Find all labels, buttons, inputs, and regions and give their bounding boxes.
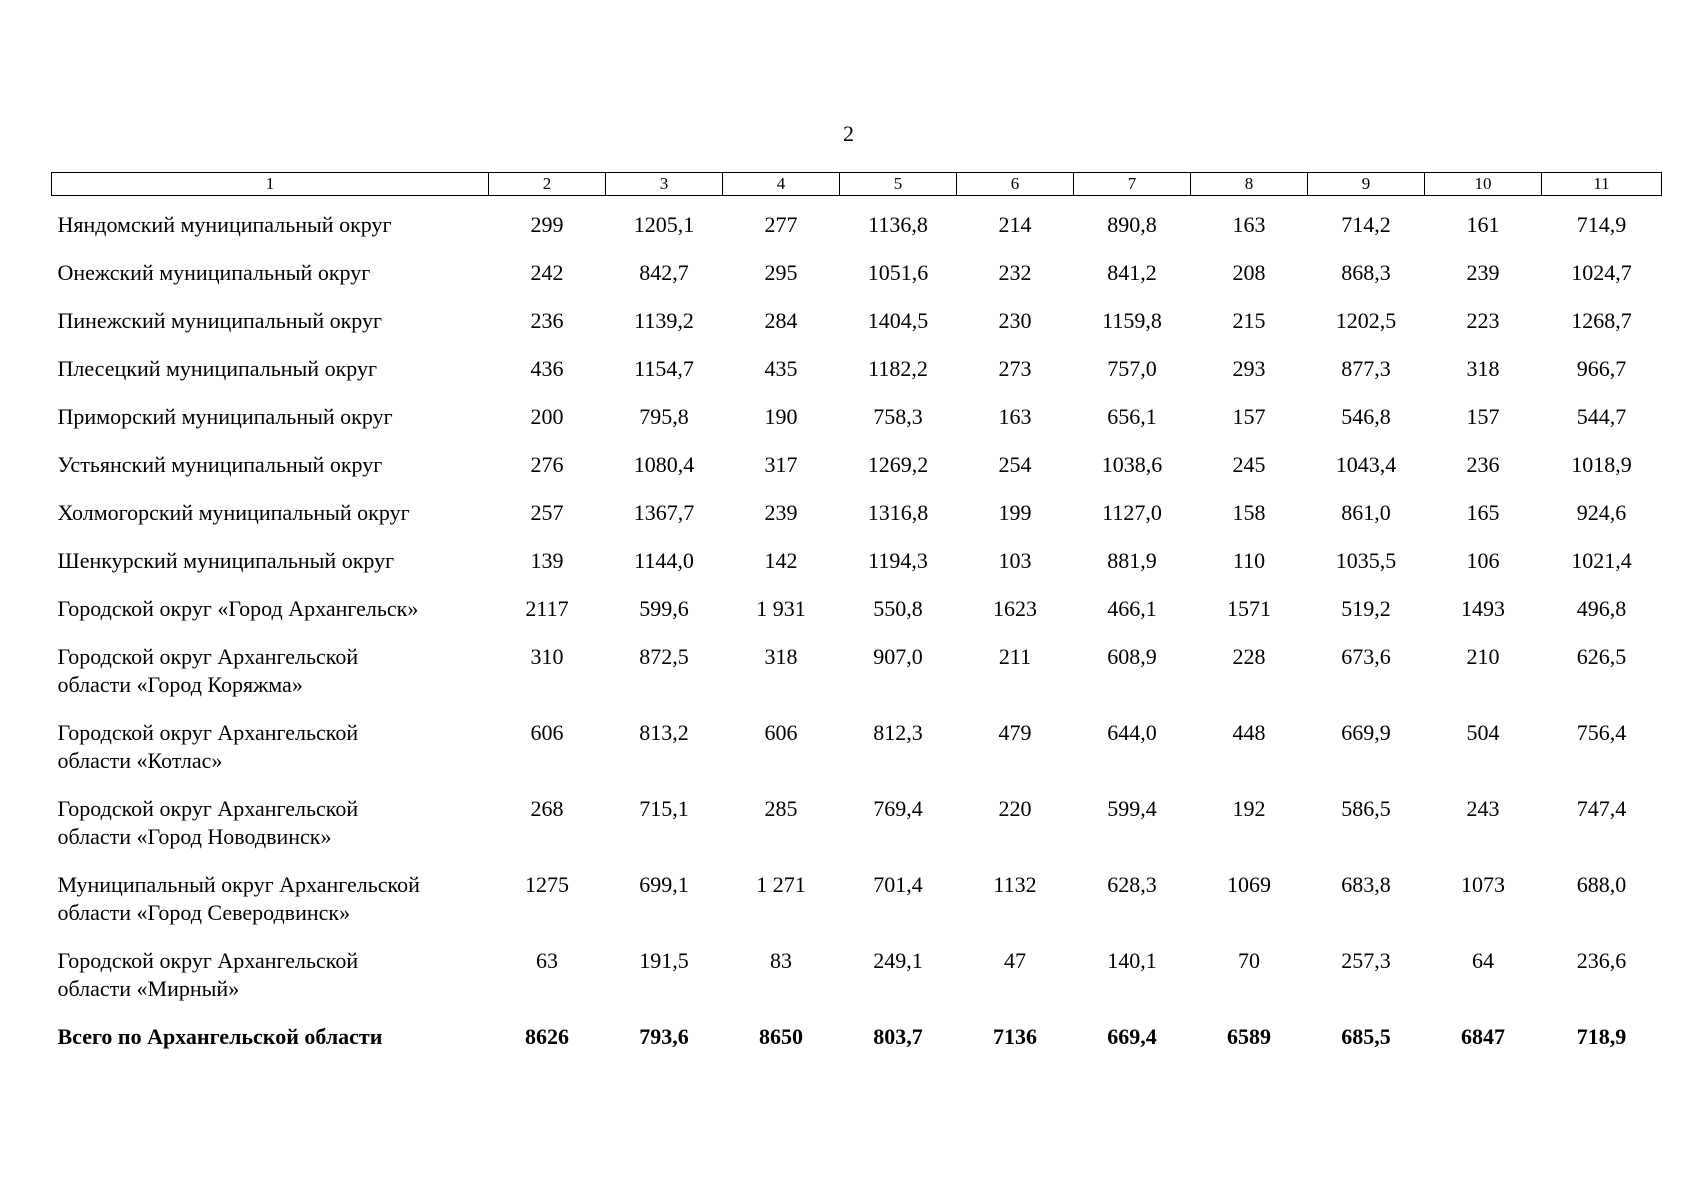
value-cell: 644,0: [1107, 720, 1157, 745]
value-cell: 239: [764, 500, 798, 525]
district-name-cell: Плесецкий муниципальный округ: [57, 356, 377, 381]
district-name-cell: [52, 795, 489, 871]
value-cell: 295: [764, 260, 798, 285]
value-cell: 142: [764, 548, 798, 573]
value-cell: 243: [1466, 796, 1500, 821]
value-cell: 715,1: [639, 796, 689, 821]
value-cell: 756,4: [1576, 720, 1627, 745]
value-cell: 966,7: [1576, 356, 1627, 381]
value-cell: 310: [530, 644, 564, 669]
value-cell: 1043,4: [1335, 452, 1397, 477]
value-cell: 257,3: [1341, 948, 1391, 973]
value-cell: 284: [764, 308, 798, 333]
district-name-line: Городской округ Архангельской: [57, 644, 359, 669]
value-cell: 1316,8: [867, 500, 929, 525]
table-row: [52, 451, 1662, 499]
value-cell: 299: [530, 212, 564, 237]
value-cell: 276: [530, 452, 564, 477]
value-cell: 868,3: [1341, 260, 1391, 285]
value-cell: 249,1: [873, 948, 923, 973]
district-name-cell: [52, 643, 489, 719]
value-cell: 277: [764, 212, 798, 237]
district-name-cell: Онежский муниципальный округ: [57, 260, 371, 285]
value-cell: 1021,4: [1571, 548, 1632, 573]
district-name-cell: Городской округ «Город Архангельск»: [57, 596, 419, 621]
column-number-header: 8: [1191, 173, 1308, 196]
value-cell: 1205,1: [633, 212, 695, 237]
value-cell: 861,0: [1341, 500, 1391, 525]
district-name-cell: Няндомский муниципальный округ: [57, 212, 392, 237]
district-name-line: области «Город Новодвинск»: [57, 824, 332, 849]
value-cell: 199: [998, 500, 1032, 525]
value-cell: 599,6: [639, 596, 689, 621]
value-cell: 1404,5: [867, 308, 929, 333]
value-cell: 1275: [525, 872, 569, 897]
column-number-header: 5: [840, 173, 957, 196]
value-cell: 1 931: [756, 596, 806, 621]
district-name-cell: Устьянский муниципальный округ: [57, 452, 383, 477]
district-name-cell: Пинежский муниципальный округ: [57, 308, 383, 333]
value-cell: 669,9: [1341, 720, 1391, 745]
column-number-header: 9: [1308, 173, 1425, 196]
value-cell: 254: [998, 452, 1032, 477]
value-cell: 757,0: [1107, 356, 1157, 381]
value-cell: 190: [764, 404, 798, 429]
total-label-cell: Всего по Архангельской области: [57, 1024, 383, 1049]
value-cell: 448: [1232, 720, 1266, 745]
value-cell: 192: [1232, 796, 1266, 821]
column-number-header-row: [52, 173, 1662, 196]
value-cell: 608,9: [1107, 644, 1157, 669]
value-cell: 479: [998, 720, 1032, 745]
value-cell: 236,6: [1576, 948, 1627, 973]
value-cell: 924,6: [1576, 500, 1627, 525]
district-name-cell: [52, 719, 489, 795]
value-cell: 1269,2: [867, 452, 929, 477]
value-cell: 714,2: [1341, 212, 1391, 237]
district-name-line: Муниципальный округ Архангельской: [57, 872, 420, 897]
value-cell: 228: [1232, 644, 1266, 669]
value-cell: 626,5: [1576, 644, 1627, 669]
value-cell: 83: [770, 948, 792, 973]
value-cell: 599,4: [1107, 796, 1157, 821]
value-cell: 683,8: [1341, 872, 1391, 897]
value-cell: 163: [1232, 212, 1266, 237]
table-row: [52, 947, 1662, 1023]
value-cell: 70: [1238, 948, 1260, 973]
value-cell: 1159,8: [1102, 308, 1162, 333]
value-cell: 701,4: [873, 872, 923, 897]
table-row: [52, 499, 1662, 547]
value-cell: 1136,8: [868, 212, 928, 237]
value-cell: 872,5: [639, 644, 689, 669]
value-cell: 812,3: [873, 720, 923, 745]
value-cell: 317: [764, 452, 798, 477]
value-cell: 1038,6: [1101, 452, 1163, 477]
value-cell: 1367,7: [633, 500, 695, 525]
value-cell: 436: [530, 356, 564, 381]
district-name-line: Городской округ Архангельской: [57, 796, 359, 821]
table-row: [52, 355, 1662, 403]
value-cell: 907,0: [873, 644, 923, 669]
value-cell: 103: [998, 548, 1032, 573]
table-row: [52, 403, 1662, 451]
value-cell: 1571: [1227, 596, 1271, 621]
value-cell: 890,8: [1107, 212, 1157, 237]
value-cell: 230: [998, 308, 1032, 333]
value-cell: 673,6: [1341, 644, 1391, 669]
total-value-cell: 6847: [1461, 1024, 1505, 1049]
value-cell: 813,2: [639, 720, 689, 745]
value-cell: 550,8: [873, 596, 923, 621]
district-name-cell: Холмогорский муниципальный округ: [57, 500, 410, 525]
value-cell: 318: [1466, 356, 1500, 381]
column-number-header: 4: [723, 173, 840, 196]
value-cell: 318: [764, 644, 798, 669]
value-cell: 1073: [1461, 872, 1505, 897]
value-cell: 496,8: [1576, 596, 1627, 621]
value-cell: 139: [530, 548, 564, 573]
total-value-cell: 7136: [993, 1024, 1037, 1049]
value-cell: 220: [998, 796, 1032, 821]
table-row: [52, 196, 1662, 260]
column-number-header: 1: [52, 173, 489, 196]
table-row: [52, 307, 1662, 355]
value-cell: 1182,2: [868, 356, 928, 381]
value-cell: 1139,2: [634, 308, 694, 333]
value-cell: 64: [1472, 948, 1494, 973]
column-number-header: 7: [1074, 173, 1191, 196]
column-number-header: 3: [606, 173, 723, 196]
value-cell: 158: [1232, 500, 1266, 525]
value-cell: 758,3: [873, 404, 923, 429]
value-cell: 1080,4: [633, 452, 695, 477]
value-cell: 606: [530, 720, 564, 745]
table-row: [52, 719, 1662, 795]
value-cell: 688,0: [1576, 872, 1627, 897]
value-cell: 157: [1232, 404, 1266, 429]
total-row: [52, 1023, 1662, 1071]
total-value-cell: 8650: [759, 1024, 803, 1049]
value-cell: 268: [530, 796, 564, 821]
value-cell: 232: [998, 260, 1032, 285]
value-cell: 161: [1466, 212, 1500, 237]
total-value-cell: 685,5: [1341, 1024, 1391, 1049]
value-cell: 546,8: [1341, 404, 1391, 429]
table-row: [52, 795, 1662, 871]
total-value-cell: 6589: [1227, 1024, 1271, 1049]
district-name-line: области «Мирный»: [57, 976, 240, 1001]
value-cell: 877,3: [1341, 356, 1391, 381]
value-cell: 769,4: [873, 796, 923, 821]
district-name-line: области «Город Коряжма»: [57, 672, 303, 697]
value-cell: 245: [1232, 452, 1266, 477]
total-value-cell: 718,9: [1576, 1024, 1627, 1049]
value-cell: 656,1: [1107, 404, 1157, 429]
value-cell: 1069: [1227, 872, 1271, 897]
column-number-header: 11: [1542, 173, 1662, 196]
district-name-line: области «Город Северодвинск»: [57, 900, 351, 925]
district-name-cell: [52, 871, 489, 947]
value-cell: 1127,0: [1102, 500, 1162, 525]
value-cell: 257: [530, 500, 564, 525]
value-cell: 1493: [1461, 596, 1505, 621]
value-cell: 1144,0: [634, 548, 694, 573]
value-cell: 1018,9: [1571, 452, 1632, 477]
value-cell: 1202,5: [1335, 308, 1397, 333]
value-cell: 110: [1232, 548, 1266, 573]
value-cell: 157: [1466, 404, 1500, 429]
value-cell: 1035,5: [1335, 548, 1397, 573]
value-cell: 1194,3: [868, 548, 928, 573]
value-cell: 223: [1466, 308, 1500, 333]
total-value-cell: 793,6: [639, 1024, 689, 1049]
value-cell: 544,7: [1576, 404, 1627, 429]
value-cell: 1154,7: [634, 356, 694, 381]
value-cell: 163: [998, 404, 1032, 429]
table-row: [52, 643, 1662, 719]
value-cell: 881,9: [1107, 548, 1157, 573]
district-name-line: Городской округ Архангельской: [57, 720, 359, 745]
value-cell: 285: [764, 796, 798, 821]
value-cell: 466,1: [1107, 596, 1157, 621]
value-cell: 165: [1466, 500, 1500, 525]
value-cell: 191,5: [639, 948, 689, 973]
value-cell: 1623: [993, 596, 1037, 621]
value-cell: 1024,7: [1571, 260, 1632, 285]
value-cell: 842,7: [639, 260, 689, 285]
total-value-cell: 8626: [525, 1024, 569, 1049]
value-cell: 606: [764, 720, 798, 745]
value-cell: 214: [998, 212, 1032, 237]
page-number: 2: [843, 121, 854, 146]
column-number-header: 10: [1425, 173, 1542, 196]
value-cell: 519,2: [1341, 596, 1391, 621]
value-cell: 1132: [993, 872, 1037, 897]
value-cell: 215: [1232, 308, 1266, 333]
value-cell: 1268,7: [1571, 308, 1632, 333]
value-cell: 236: [530, 308, 564, 333]
value-cell: 714,9: [1576, 212, 1627, 237]
value-cell: 504: [1466, 720, 1500, 745]
table-row: [52, 259, 1662, 307]
value-cell: 435: [764, 356, 798, 381]
value-cell: 208: [1232, 260, 1266, 285]
district-name-line: Городской округ Архангельской: [57, 948, 359, 973]
district-name-cell: [52, 947, 489, 1023]
value-cell: 1 271: [756, 872, 806, 897]
value-cell: 236: [1466, 452, 1500, 477]
value-cell: 586,5: [1341, 796, 1391, 821]
value-cell: 1051,6: [867, 260, 929, 285]
value-cell: 106: [1466, 548, 1500, 573]
value-cell: 211: [998, 644, 1032, 669]
value-cell: 2117: [525, 596, 569, 621]
table-row: [52, 547, 1662, 595]
district-name-cell: Приморский муниципальный округ: [57, 404, 393, 429]
value-cell: 47: [1004, 948, 1026, 973]
value-cell: 273: [998, 356, 1032, 381]
value-cell: 293: [1232, 356, 1266, 381]
value-cell: 747,4: [1576, 796, 1627, 821]
value-cell: 795,8: [639, 404, 689, 429]
value-cell: 210: [1466, 644, 1500, 669]
value-cell: 63: [536, 948, 558, 973]
district-name-line: области «Котлас»: [57, 748, 223, 773]
table-row: [52, 595, 1662, 643]
value-cell: 841,2: [1107, 260, 1157, 285]
value-cell: 200: [530, 404, 564, 429]
column-number-header: 6: [957, 173, 1074, 196]
total-value-cell: 669,4: [1107, 1024, 1157, 1049]
value-cell: 699,1: [639, 872, 689, 897]
value-cell: 628,3: [1107, 872, 1157, 897]
column-number-header: 2: [489, 173, 606, 196]
total-value-cell: 803,7: [873, 1024, 923, 1049]
value-cell: 140,1: [1107, 948, 1157, 973]
table-body: [52, 196, 1662, 1072]
value-cell: 242: [530, 260, 564, 285]
data-table: [51, 172, 1662, 1071]
value-cell: 239: [1466, 260, 1500, 285]
table-row: [52, 871, 1662, 947]
district-name-cell: Шенкурский муниципальный округ: [57, 548, 395, 573]
